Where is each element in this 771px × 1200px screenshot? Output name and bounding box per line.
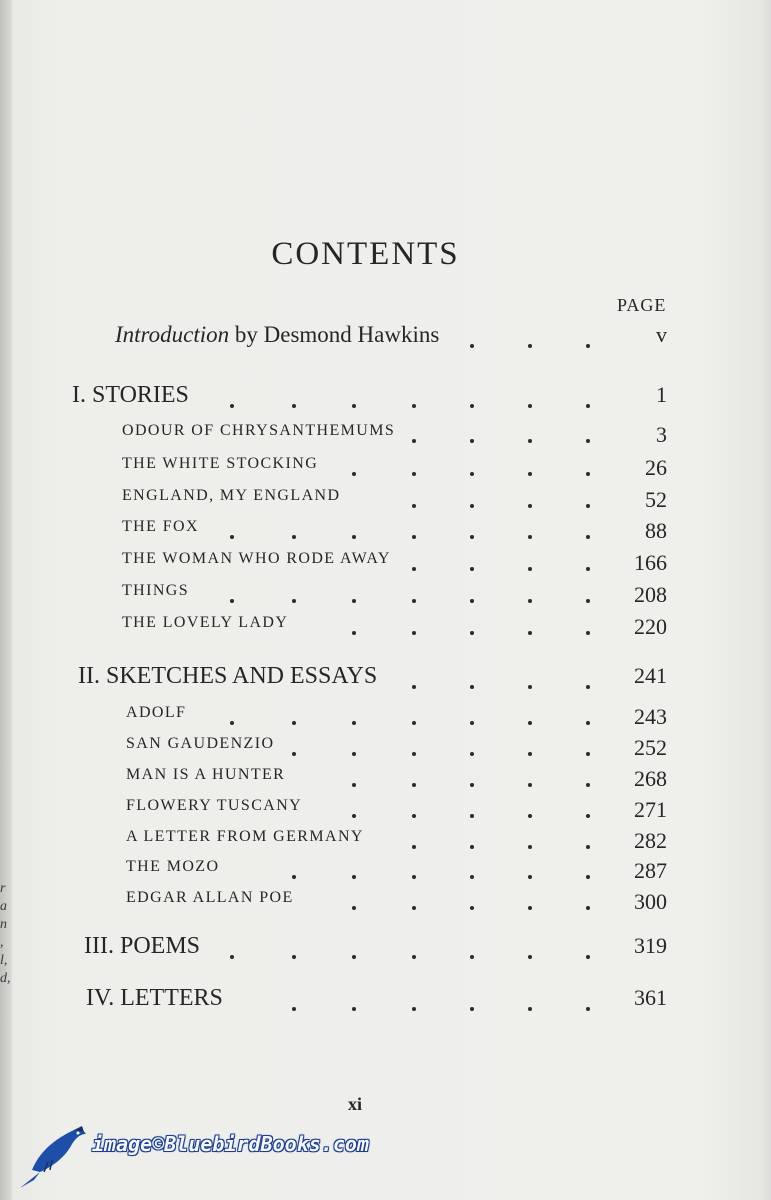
leader-dot (528, 631, 532, 635)
leader-dot (528, 783, 532, 787)
leader-dot (230, 599, 234, 603)
leader-dot (528, 1007, 532, 1011)
leader-dot (292, 599, 296, 603)
leader-dot (586, 504, 590, 508)
leader-dot (352, 783, 356, 787)
toc-entry-page: 319 (634, 933, 667, 958)
toc-entry-page: 287 (634, 858, 667, 883)
toc-entry-page: 220 (634, 614, 667, 639)
leader-dot (230, 535, 234, 539)
leader-dot (586, 439, 590, 443)
leader-dot (586, 1007, 590, 1011)
toc-entry-page: 26 (645, 455, 667, 480)
leader-dot (528, 439, 532, 443)
leader-dot (528, 845, 532, 849)
toc-row-item (0, 518, 771, 548)
toc-entry-page: 243 (634, 704, 667, 729)
toc-entry-page: 3 (656, 422, 667, 447)
toc-row-item (0, 797, 771, 827)
leader-dot (292, 404, 296, 408)
leader-dot (470, 955, 474, 959)
toc-entry-label: ADOLF (126, 704, 187, 721)
leader-dot (586, 906, 590, 910)
leader-dot (470, 783, 474, 787)
toc-row-item (0, 614, 771, 644)
toc-entry-label: II. SKETCHES AND ESSAYS (78, 663, 378, 689)
leader-dot (412, 1007, 416, 1011)
leader-dot (528, 955, 532, 959)
toc-entry-page: 52 (645, 487, 667, 512)
leader-dot (586, 599, 590, 603)
leader-dot (528, 814, 532, 818)
leader-dot (292, 752, 296, 756)
leader-dot (586, 814, 590, 818)
edge-mark: a (0, 899, 7, 914)
leader-dot (412, 845, 416, 849)
leader-dot (470, 814, 474, 818)
leader-dot (352, 1007, 356, 1011)
leader-dot (586, 535, 590, 539)
edge-mark: , (0, 935, 4, 950)
leader-dot (412, 631, 416, 635)
toc-entry-page: 361 (634, 985, 667, 1010)
contents-heading: CONTENTS (271, 236, 460, 272)
leader-dot (528, 472, 532, 476)
page-column-label: PAGE (617, 295, 667, 315)
leader-dot (230, 955, 234, 959)
leader-dot (412, 814, 416, 818)
toc-entry-page: 88 (645, 518, 667, 543)
toc-entry-label: THE WHITE STOCKING (122, 455, 319, 472)
leader-dot (586, 631, 590, 635)
edge-mark: r (0, 881, 6, 896)
toc-row-section (0, 985, 771, 1015)
leader-dot (470, 685, 474, 689)
toc-row-intro (0, 322, 771, 352)
leader-dot (352, 472, 356, 476)
leader-dot (586, 567, 590, 571)
toc-row-item (0, 766, 771, 796)
leader-dot (230, 404, 234, 408)
toc-entry-label: THINGS (122, 582, 190, 599)
leader-dot (586, 685, 590, 689)
toc-row-item (0, 704, 771, 734)
toc-entry-page: 1 (656, 382, 667, 407)
toc-row-item (0, 487, 771, 517)
intro-author: by Desmond Hawkins (229, 322, 440, 347)
leader-dot (470, 845, 474, 849)
toc-entry-page: 241 (634, 663, 667, 688)
leader-dot (352, 599, 356, 603)
leader-dot (412, 685, 416, 689)
leader-dot (412, 439, 416, 443)
leader-dot (412, 875, 416, 879)
toc-row-section (0, 933, 771, 963)
leader-dot (412, 567, 416, 571)
leader-dot (470, 752, 474, 756)
leader-dot (412, 955, 416, 959)
leader-dot (412, 504, 416, 508)
leader-dot (412, 599, 416, 603)
leader-dot (352, 631, 356, 635)
edge-mark: d, (0, 971, 11, 986)
toc-entry-label: A LETTER FROM GERMANY (126, 828, 364, 845)
toc-row-item (0, 735, 771, 765)
bluebird-logo-icon (12, 1110, 92, 1190)
leader-dot (352, 752, 356, 756)
leader-dot (292, 1007, 296, 1011)
toc-entry-label: ODOUR OF CHRYSANTHEMUMS (122, 422, 396, 439)
toc-entry-label: III. POEMS (84, 933, 201, 959)
toc-entry-label (115, 322, 439, 348)
leader-dot (586, 472, 590, 476)
toc-entry-page: 166 (634, 550, 667, 575)
page-folio: xi (348, 1094, 363, 1114)
leader-dot (528, 721, 532, 725)
toc-row-item (0, 889, 771, 919)
leader-dot (586, 875, 590, 879)
toc-entry-page: 271 (634, 797, 667, 822)
leader-dot (528, 752, 532, 756)
watermark-text: image©BluebirdBooks.com (92, 1132, 369, 1156)
leader-dot (586, 404, 590, 408)
leader-dot (528, 504, 532, 508)
toc-entry-page: 282 (634, 828, 667, 853)
toc-entry-label: THE LOVELY LADY (122, 614, 289, 631)
leader-dot (352, 721, 356, 725)
toc-row-item (0, 582, 771, 612)
leader-dot (586, 845, 590, 849)
leader-dot (352, 814, 356, 818)
leader-dot (470, 906, 474, 910)
leader-dot (470, 504, 474, 508)
leader-dot (470, 535, 474, 539)
leader-dot (412, 783, 416, 787)
leader-dot (528, 344, 532, 348)
toc-row-section (0, 663, 771, 693)
toc-entry-page: 300 (634, 889, 667, 914)
leader-dot (470, 721, 474, 725)
toc-entry-label: IV. LETTERS (86, 985, 223, 1011)
toc-entry-label: MAN IS A HUNTER (126, 766, 286, 783)
toc-entry-label: I. STORIES (72, 382, 189, 408)
leader-dot (412, 752, 416, 756)
toc-entry-label: FLOWERY TUSCANY (126, 797, 303, 814)
leader-dot (470, 1007, 474, 1011)
leader-dot (292, 875, 296, 879)
leader-dot (470, 875, 474, 879)
leader-dot (586, 752, 590, 756)
leader-dot (470, 404, 474, 408)
leader-dot (528, 567, 532, 571)
leader-dot (528, 404, 532, 408)
leader-dot (528, 535, 532, 539)
leader-dot (586, 955, 590, 959)
leader-dot (412, 404, 416, 408)
toc-entry-label: SAN GAUDENZIO (126, 735, 275, 752)
toc-entry-label: THE WOMAN WHO RODE AWAY (122, 550, 391, 567)
leader-dot (292, 535, 296, 539)
toc-entry-label: ENGLAND, MY ENGLAND (122, 487, 341, 504)
leader-dot (470, 344, 474, 348)
toc-entry-page: 252 (634, 735, 667, 760)
toc-entry-label: THE FOX (122, 518, 199, 535)
toc-row-item (0, 455, 771, 485)
edge-mark: n (0, 917, 7, 932)
leader-dot (528, 875, 532, 879)
toc-entry-label: THE MOZO (126, 858, 220, 875)
leader-dot (292, 955, 296, 959)
leader-dot (412, 535, 416, 539)
leader-dot (586, 783, 590, 787)
leader-dot (352, 955, 356, 959)
leader-dot (412, 721, 416, 725)
toc-row-item (0, 550, 771, 580)
leader-dot (528, 906, 532, 910)
toc-row-section (0, 382, 771, 412)
toc-row-item (0, 422, 771, 452)
leader-dot (352, 906, 356, 910)
leader-dot (412, 906, 416, 910)
toc-row-item (0, 828, 771, 858)
leader-dot (528, 599, 532, 603)
leader-dot (528, 685, 532, 689)
edge-mark: l, (0, 953, 8, 968)
leader-dot (352, 404, 356, 408)
leader-dot (352, 875, 356, 879)
leader-dot (470, 439, 474, 443)
leader-dot (230, 721, 234, 725)
leader-dot (586, 721, 590, 725)
leader-dot (470, 472, 474, 476)
leader-dot (292, 721, 296, 725)
intro-italic: Introduction (115, 322, 230, 347)
leader-dot (586, 344, 590, 348)
leader-dot (470, 631, 474, 635)
leader-dot (470, 599, 474, 603)
toc-entry-page: 208 (634, 582, 667, 607)
toc-row-item (0, 858, 771, 888)
toc-entry-page: 268 (634, 766, 667, 791)
leader-dot (470, 567, 474, 571)
toc-entry-label: EDGAR ALLAN POE (126, 889, 294, 906)
leader-dot (412, 472, 416, 476)
toc-entry-page: v (656, 322, 667, 347)
leader-dot (352, 535, 356, 539)
